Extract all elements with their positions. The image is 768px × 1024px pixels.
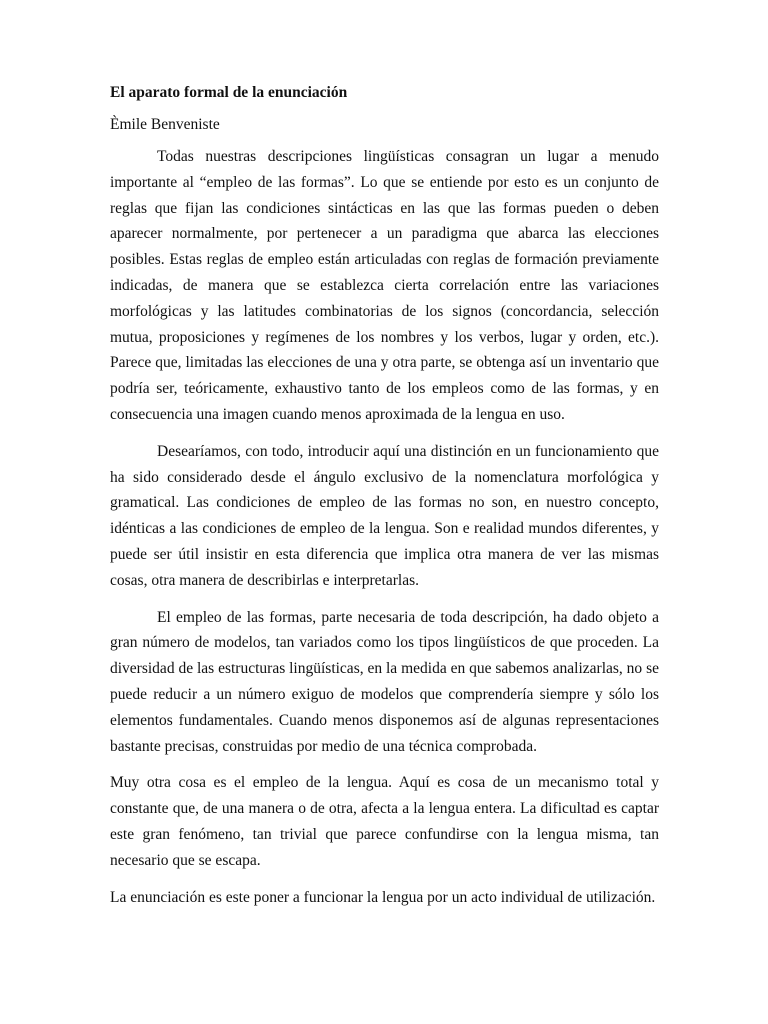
document-title: El aparato formal de la enunciación xyxy=(110,84,348,101)
paragraph: Desearíamos, con todo, introducir aquí una distinción en un funcionamiento que ha sido considerado desde el ángulo exclusivo de la nomenclatura morfológica y gramatical. Las condiciones de empleo de las formas no son, en nuestro concepto, idénticas a las condiciones de empleo de la lengua. Son e realidad mundos diferentes, y puede ser útil insistir en esta diferencia que implica otra manera de ver las mismas cosas, otra manera de describirlas e interpretarlas. xyxy=(110,442,659,589)
paragraph: La enunciación es este poner a funcionar la lengua por un acto individual de utilización. xyxy=(110,888,656,906)
paragraph: Muy otra cosa es el empleo de la lengua. Aquí es cosa de un mecanismo total y constante que, de una manera o de otra, afecta a la lengua entera. La dificultad es captar este gran fenómeno, tan trivial que parece confundirse con la lengua misma, tan necesario que se escapa. xyxy=(110,774,659,869)
paragraph: El empleo de las formas, parte necesaria de toda descripción, ha dado objeto a gran número de modelos, tan variados como los tipos lingüísticos de que proceden. La diversidad de las estructuras lingüísticas, en la medida en que sabemos analizarlas, no se puede reducir a un número exiguo de modelos que comprendería siempre y sólo los elementos fundamentales. Cuando menos disponemos así de algunas representaciones bastante precisas, construidas por medio de una técnica comprobada. xyxy=(110,608,659,755)
document-page xyxy=(110,80,659,921)
document-author: Èmile Benveniste xyxy=(110,116,220,133)
paragraph: Todas nuestras descripciones lingüísticas consagran un lugar a menudo importante al “empleo de las formas”. Lo que se entiende por esto es un conjunto de reglas que fijan las condiciones sintácticas en las que las formas pueden o deben aparecer normalmente, por pertenecer a un paradigma que abarca las elecciones posibles. Estas reglas de empleo están articuladas con reglas de formación previamente indicadas, de manera que se establezca cierta correlación entre las variaciones morfológicas y las latitudes combinatorias de los signos (concordancia, selección mutua, proposiciones y regímenes de los nombres y los verbos, lugar y orden, etc.). Parece que, limitadas las elecciones de una y otra parte, se obtenga así un inventario que podría ser, teóricamente, exhaustivo tanto de los empleos como de las formas, y en consecuencia una imagen cuando menos aproximada de la lengua en uso. xyxy=(110,148,659,423)
